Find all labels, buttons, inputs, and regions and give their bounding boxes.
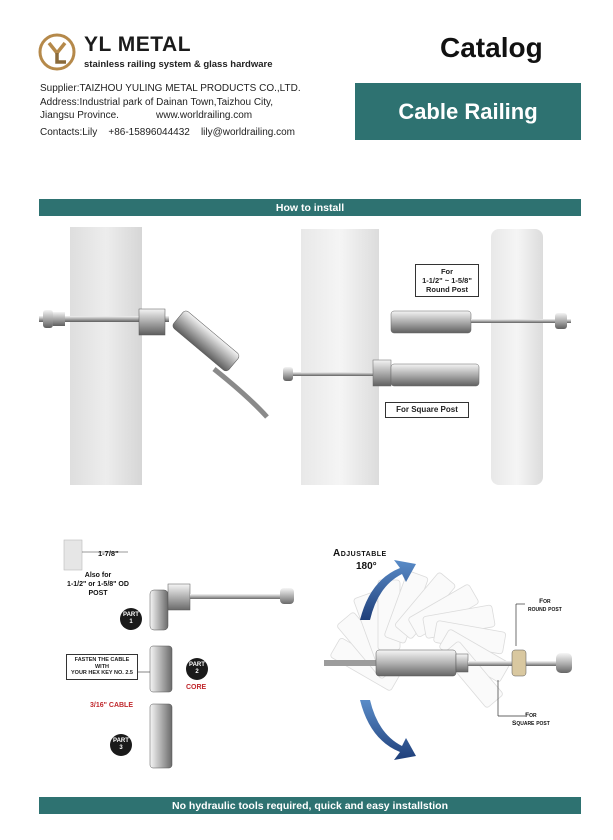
also-for-line-2: 1-1/2" or 1-5/8" OD (67, 580, 129, 588)
round-post-label-line-3: Round Post (425, 285, 469, 294)
part-1-word: PART (123, 612, 139, 619)
round-post-label-line-2: 1-1/2" ~ 1-5/8" (422, 276, 472, 285)
cable-size-label: 3/16" CABLE (90, 702, 133, 709)
adjustable-diagram (320, 540, 580, 790)
install-photo-angled (39, 217, 273, 489)
also-for-line-1: Also for (84, 572, 112, 579)
for-round-line-2: round post (528, 606, 562, 614)
also-for-line-3: POST (88, 589, 108, 597)
fasten-line-1: FASTEN THE CABLE (74, 657, 130, 663)
supplier-text: Supplier:TAIZHOU YULING METAL PRODUCTS CO.,LTD. (40, 83, 301, 94)
contacts-line: Contacts:Lily +86-15896044432 lily@worldrailing.com (40, 127, 296, 138)
fasten-cable-note (66, 654, 138, 680)
also-for-label (62, 572, 134, 598)
brand-tagline: stainless railing system & glass hardware (84, 59, 273, 70)
round-post-label (415, 264, 479, 297)
adjustable-label: Adjustable (333, 548, 387, 559)
brand-logo (38, 33, 76, 71)
part-1-number: 1 (129, 619, 133, 625)
for-square-line-1: For (525, 712, 537, 719)
address-line-2: Jiangsu Province. (40, 110, 119, 121)
core-label: CORE (186, 684, 207, 691)
section-title: Cable Railing (355, 83, 581, 140)
for-square-line-2: Square post (512, 720, 550, 728)
dimension-label: 1-7/8" (98, 549, 119, 558)
part-3-word: PART (113, 738, 129, 745)
part-2-word: PART (189, 662, 205, 669)
part-2-number: 2 (195, 669, 199, 675)
degrees-label: 180° (356, 561, 377, 572)
round-post-label-line-1: For (440, 267, 454, 276)
part-3-badge (110, 734, 132, 756)
part-2-badge (186, 658, 208, 680)
fasten-line-3: YOUR HEX KEY NO. 2.5 (71, 670, 133, 677)
for-round-line-1: For (539, 598, 551, 605)
part-1-badge (120, 608, 142, 630)
square-post-label: For Square Post (385, 402, 469, 418)
for-square-post-note (512, 712, 550, 728)
fasten-line-2: WITH (94, 663, 110, 670)
catalog-title: Catalog (440, 32, 543, 63)
for-round-post-note (528, 598, 562, 614)
brand-name: YL METAL (84, 33, 192, 56)
how-to-install-band: How to install (39, 199, 581, 216)
address-line-1: Address:Industrial park of Dainan Town,Taizhou City, (40, 97, 274, 108)
website-link[interactable]: www.worldrailing.com (156, 110, 253, 121)
part-3-number: 3 (119, 745, 123, 751)
no-tools-band: No hydraulic tools required, quick and easy installstion (39, 797, 581, 814)
install-photo-round-square (273, 217, 581, 489)
